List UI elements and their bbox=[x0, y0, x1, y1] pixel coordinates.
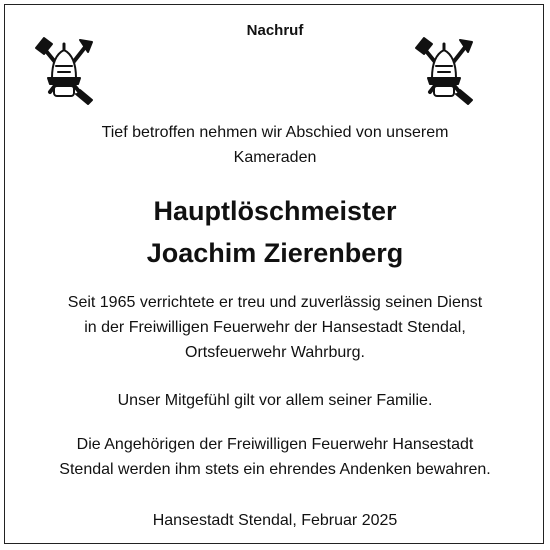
place-date: Hansestadt Stendal, Februar 2025 bbox=[152, 512, 398, 529]
firefighter-emblem-icon bbox=[32, 34, 96, 108]
memory-line: Die Angehörigen der Freiwilligen Feuerwehr Hansestadt bbox=[76, 436, 474, 453]
deceased-full-name: Joachim Zierenberg bbox=[146, 238, 404, 268]
service-line: Seit 1965 verrichtete er treu und zuverlässig seinen Dienst bbox=[67, 294, 483, 311]
intro-text bbox=[0, 120, 550, 170]
service-line: in der Freiwilligen Feuerwehr der Hansestadt Stendal, bbox=[84, 319, 466, 336]
memory-text bbox=[0, 432, 550, 482]
intro-line: Kameraden bbox=[233, 149, 317, 166]
service-text bbox=[0, 290, 550, 365]
sympathy-text: Unser Mitgefühl gilt vor allem seiner Familie. bbox=[117, 392, 433, 409]
intro-line: Tief betroffen nehmen wir Abschied von unserem bbox=[101, 124, 449, 141]
notice-heading: Nachruf bbox=[246, 22, 304, 39]
memory-line: Stendal werden ihm stets ein ehrendes Andenken bewahren. bbox=[59, 461, 491, 478]
deceased-rank: Hauptlöschmeister bbox=[153, 196, 397, 226]
firefighter-emblem-icon bbox=[412, 34, 476, 108]
deceased-name bbox=[0, 190, 550, 274]
service-line: Ortsfeuerwehr Wahrburg. bbox=[185, 344, 365, 361]
